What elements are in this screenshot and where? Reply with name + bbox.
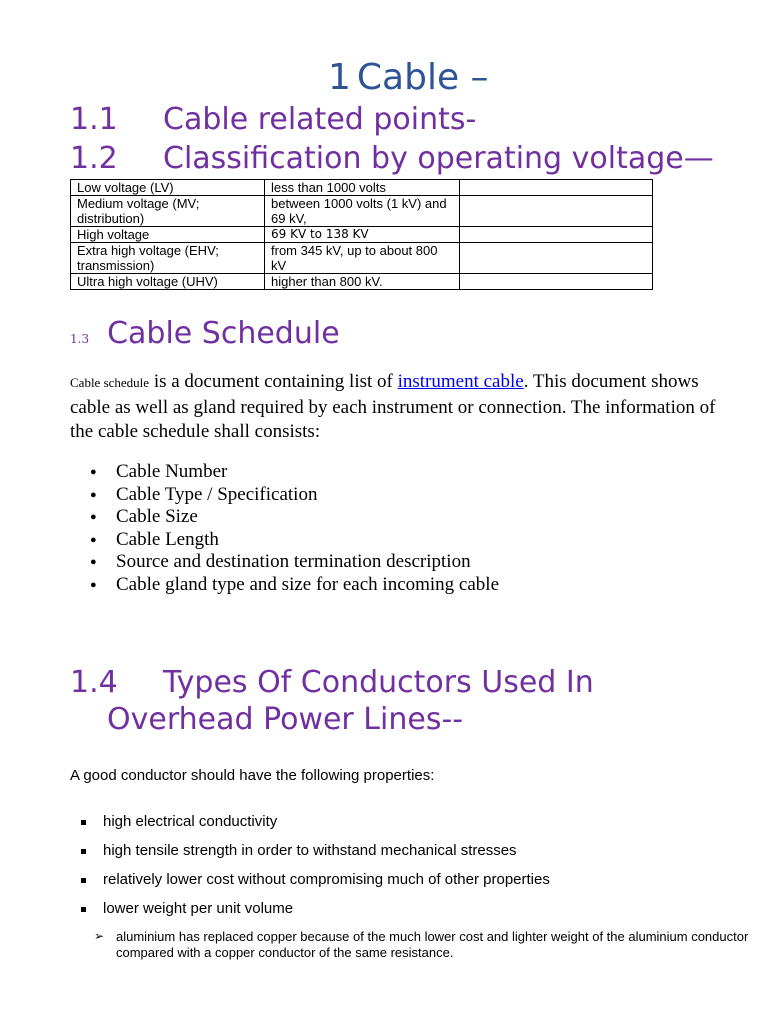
heading-text: Cable – bbox=[356, 57, 489, 98]
table-row bbox=[71, 180, 653, 196]
square-bullet-icon bbox=[81, 878, 86, 883]
section-title: Cable related points- bbox=[163, 102, 477, 137]
bullet-icon: ● bbox=[90, 488, 97, 501]
section-number: 1.4 bbox=[70, 665, 118, 700]
list-item-text: Cable Size bbox=[116, 506, 198, 528]
bullet-icon: ● bbox=[90, 533, 97, 546]
conductor-intro: A good conductor should have the following properties: bbox=[70, 767, 435, 784]
table-cell: from 345 kV, up to about 800 kV bbox=[265, 243, 460, 274]
table-cell: Medium voltage (MV; distribution) bbox=[71, 196, 265, 227]
bullet-icon: ● bbox=[90, 511, 97, 524]
section-number: 1.2 bbox=[70, 141, 118, 176]
list-item bbox=[70, 574, 499, 597]
section-heading-1-3 bbox=[70, 316, 340, 351]
table-cell bbox=[460, 227, 653, 243]
square-bullet-icon bbox=[81, 849, 86, 854]
bullet-icon: ● bbox=[90, 578, 97, 591]
list-item-text: Cable Length bbox=[116, 528, 219, 550]
page-title bbox=[328, 57, 489, 98]
table-cell bbox=[460, 180, 653, 196]
table-row bbox=[71, 243, 653, 274]
section-heading-1-1 bbox=[70, 102, 476, 137]
table-cell bbox=[460, 196, 653, 227]
list-item-text: Source and destination termination description bbox=[116, 551, 471, 573]
aluminium-note bbox=[94, 929, 754, 960]
lead-term: Cable schedule bbox=[70, 375, 150, 390]
list-item bbox=[70, 506, 499, 529]
list-item bbox=[70, 529, 499, 552]
arrow-bullet-icon: ➢ bbox=[94, 929, 105, 943]
list-item-text: relatively lower cost without compromising much of other properties bbox=[103, 871, 550, 888]
table-row bbox=[71, 274, 653, 290]
table-cell bbox=[460, 274, 653, 290]
list-item-text: high electrical conductivity bbox=[103, 813, 278, 830]
instrument-cable-link[interactable]: instrument cable bbox=[397, 371, 524, 392]
cable-schedule-paragraph bbox=[70, 370, 720, 445]
list-item bbox=[70, 867, 550, 896]
table-cell: Low voltage (LV) bbox=[71, 180, 265, 196]
conductor-properties-list bbox=[70, 809, 550, 925]
list-item-text: Cable gland type and size for each incoming cable bbox=[116, 573, 500, 595]
section-title-line1: Types Of Conductors Used In bbox=[163, 665, 594, 700]
paragraph-text: . This document shows cable as well as gland required by each instrument or connection. The information of the cable schedule shall consists: bbox=[70, 371, 716, 442]
square-bullet-icon bbox=[81, 820, 86, 825]
list-item-text: Cable Number bbox=[116, 461, 228, 482]
list-item bbox=[70, 551, 499, 574]
bullet-icon: ● bbox=[90, 556, 97, 569]
list-item-text: lower weight per unit volume bbox=[103, 900, 294, 917]
section-heading-1-2 bbox=[70, 141, 714, 176]
section-title: Classification by operating voltage— bbox=[163, 141, 714, 176]
table-cell: High voltage bbox=[71, 227, 265, 243]
list-item bbox=[70, 809, 550, 838]
list-item-text: high tensile strength in order to withstand mechanical stresses bbox=[103, 842, 517, 859]
table-cell: Ultra high voltage (UHV) bbox=[71, 274, 265, 290]
section-number: 1.3 bbox=[70, 332, 90, 346]
list-item bbox=[70, 896, 550, 925]
square-bullet-icon bbox=[81, 907, 86, 912]
list-item bbox=[70, 461, 499, 484]
list-item bbox=[70, 838, 550, 867]
section-title-line2: Overhead Power Lines-- bbox=[107, 702, 464, 737]
section-title: Cable Schedule bbox=[107, 316, 340, 351]
voltage-classification-table bbox=[70, 179, 653, 290]
table-cell: less than 1000 volts bbox=[265, 180, 460, 196]
table-row bbox=[71, 227, 653, 243]
table-cell bbox=[460, 243, 653, 274]
heading-number: 1 bbox=[328, 57, 351, 98]
bullet-icon: ● bbox=[90, 466, 97, 478]
note-text: aluminium has replaced copper because of the much lower cost and lighter weight of the aluminium conductor compared with a copper conductor of the same resistance. bbox=[116, 929, 749, 960]
paragraph-text: is a document containing list of bbox=[149, 371, 398, 392]
section-number: 1.1 bbox=[70, 102, 118, 137]
table-cell: 69 KV to 138 KV bbox=[265, 227, 460, 243]
cable-schedule-list bbox=[70, 461, 499, 597]
table-cell: higher than 800 kV. bbox=[265, 274, 460, 290]
table-row bbox=[71, 196, 653, 227]
table-cell: Extra high voltage (EHV; transmission) bbox=[71, 243, 265, 274]
list-item bbox=[70, 484, 499, 507]
table-cell: between 1000 volts (1 kV) and 69 kV, bbox=[265, 196, 460, 227]
list-item-text: Cable Type / Specification bbox=[116, 483, 318, 505]
section-heading-1-4 bbox=[70, 664, 594, 738]
